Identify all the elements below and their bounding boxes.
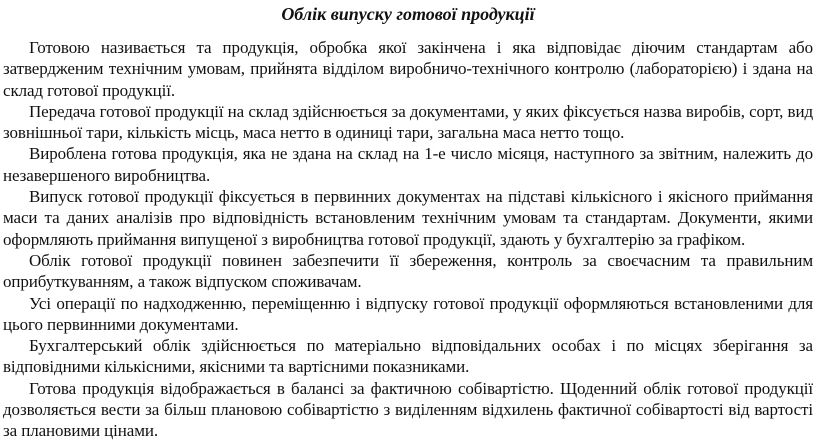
paragraph-finished-products-definition: Готовою називається та продукція, обробка якої закінчена і яка відповідає діючим стандартам або затвердженим технічним умовам, прийнята відділом виробничо-технічного контролю (лабораторією) і здана на склад готової продукції. bbox=[3, 38, 813, 100]
paragraph-bookkeeping: Бухгалтерський облік здійснюється по матеріально відповідальних особах і по місцях зберігання за відповідними кількісними, якісними та вартісними показниками. bbox=[3, 336, 813, 377]
paragraph-work-in-progress: Вироблена готова продукція, яка не здана на склад на 1-е число місяця, наступного за звітним, належить до незавершеного виробництва. bbox=[3, 144, 813, 185]
document-body bbox=[3, 37, 813, 442]
paragraph-accounting-goals: Облік готової продукції повинен забезпечити її збереження, контроль за своєчасним та правильним оприбуткуванням, а також відпуском споживачам. bbox=[3, 250, 813, 292]
document-title: Облік випуску готової продукції bbox=[281, 4, 535, 24]
paragraph-output-recording: Випуск готової продукції фіксується в первинних документах на підставі кількісного і якісного приймання маси та даних аналізів про відповідність встановленим технічним умовам та стандартам. Документи, якими оформляють приймання випущеної з виробництва готової продукції, здають у бухгалтерію за графіком. bbox=[3, 187, 813, 249]
paragraph-operations-documents: Усі операції по надходженню, переміщенню і відпуску готової продукції оформляються встановленими для цього первинними документами. bbox=[3, 293, 813, 334]
paragraph-balance-valuation: Готова продукція відображається в балансі за фактичною собівартістю. Щоденний облік готової продукції дозволяється вести за більш плановою собівартістю з виділенням відхилень фактичної собівартості від вартості за плановими цінами. bbox=[3, 378, 813, 441]
paragraph-transfer-to-warehouse: Передача готової продукції на склад здійснюється за документами, у яких фіксується назва виробів, сорт, вид зовнішньої тари, кількість місць, маса нетто в одиниці тари, загальна маса нетто тощо. bbox=[3, 101, 813, 143]
